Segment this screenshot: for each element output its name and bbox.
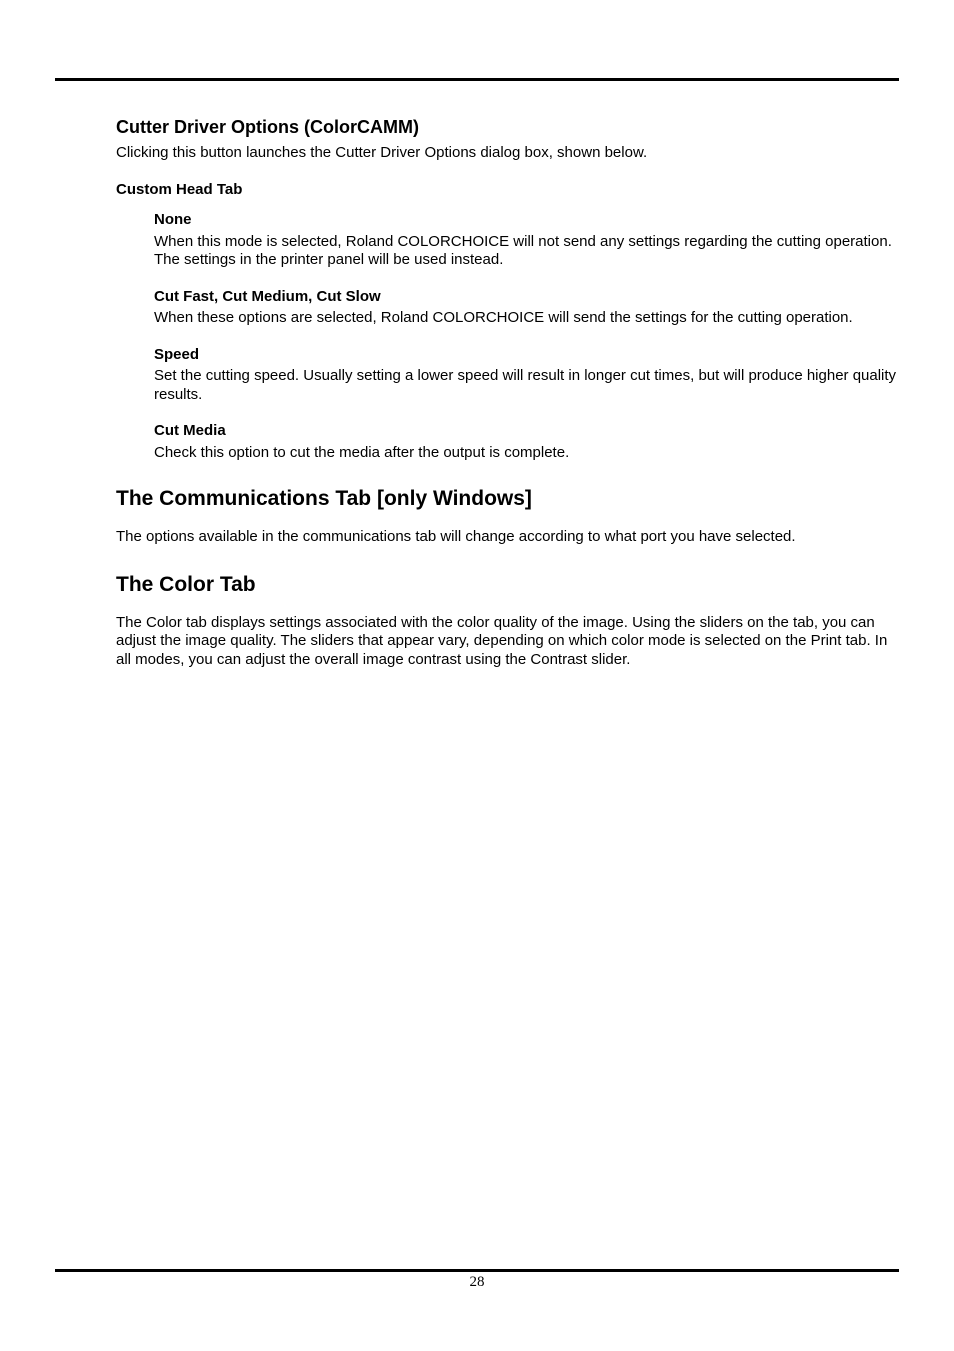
option-text: Check this option to cut the media after the output is complete. <box>154 443 570 461</box>
header-rule <box>55 78 899 81</box>
custom-head-options <box>154 211 906 462</box>
option-text: When these options are selected, Roland COLORCHOICE will send the settings for the cutting operation. <box>154 309 853 326</box>
custom-head-tab-heading: Custom Head Tab <box>116 180 243 198</box>
option-item <box>154 346 906 405</box>
color-tab-text: The Color tab displays settings associated with the color quality of the image. Using the sliders on the tab, you can adjust the image quality. The sliders that appear vary, depending on which color mode is selected on the Print tab. In all modes, you can adjust the overall image contrast using the Contrast slider. <box>116 613 888 668</box>
option-item <box>154 422 906 462</box>
communications-tab-text: The options available in the communications tab will change according to what port you have selected. <box>116 528 796 545</box>
color-tab-heading: The Color Tab <box>116 572 256 596</box>
option-title: Speed <box>154 345 200 363</box>
option-title: Cut Media <box>154 422 226 439</box>
option-item <box>154 211 906 270</box>
option-title: Cut Fast, Cut Medium, Cut Slow <box>154 287 381 305</box>
communications-tab-heading: The Communications Tab [only Windows] <box>116 487 532 510</box>
cutter-driver-heading: Cutter Driver Options (ColorCAMM) <box>116 117 419 137</box>
option-text: When this mode is selected, Roland COLORCHOICE will not send any settings regarding the cutting operation. The settings in the printer panel will be used instead. <box>154 232 892 268</box>
page-number: 28 <box>469 1274 485 1290</box>
option-item <box>154 288 906 328</box>
option-title: None <box>154 211 192 228</box>
page-content <box>116 116 906 669</box>
option-text: Set the cutting speed. Usually setting a lower speed will result in longer cut times, but will produce higher quality results. <box>154 367 897 403</box>
footer-rule <box>55 1269 899 1272</box>
cutter-driver-intro: Clicking this button launches the Cutter Driver Options dialog box, shown below. <box>116 144 648 161</box>
